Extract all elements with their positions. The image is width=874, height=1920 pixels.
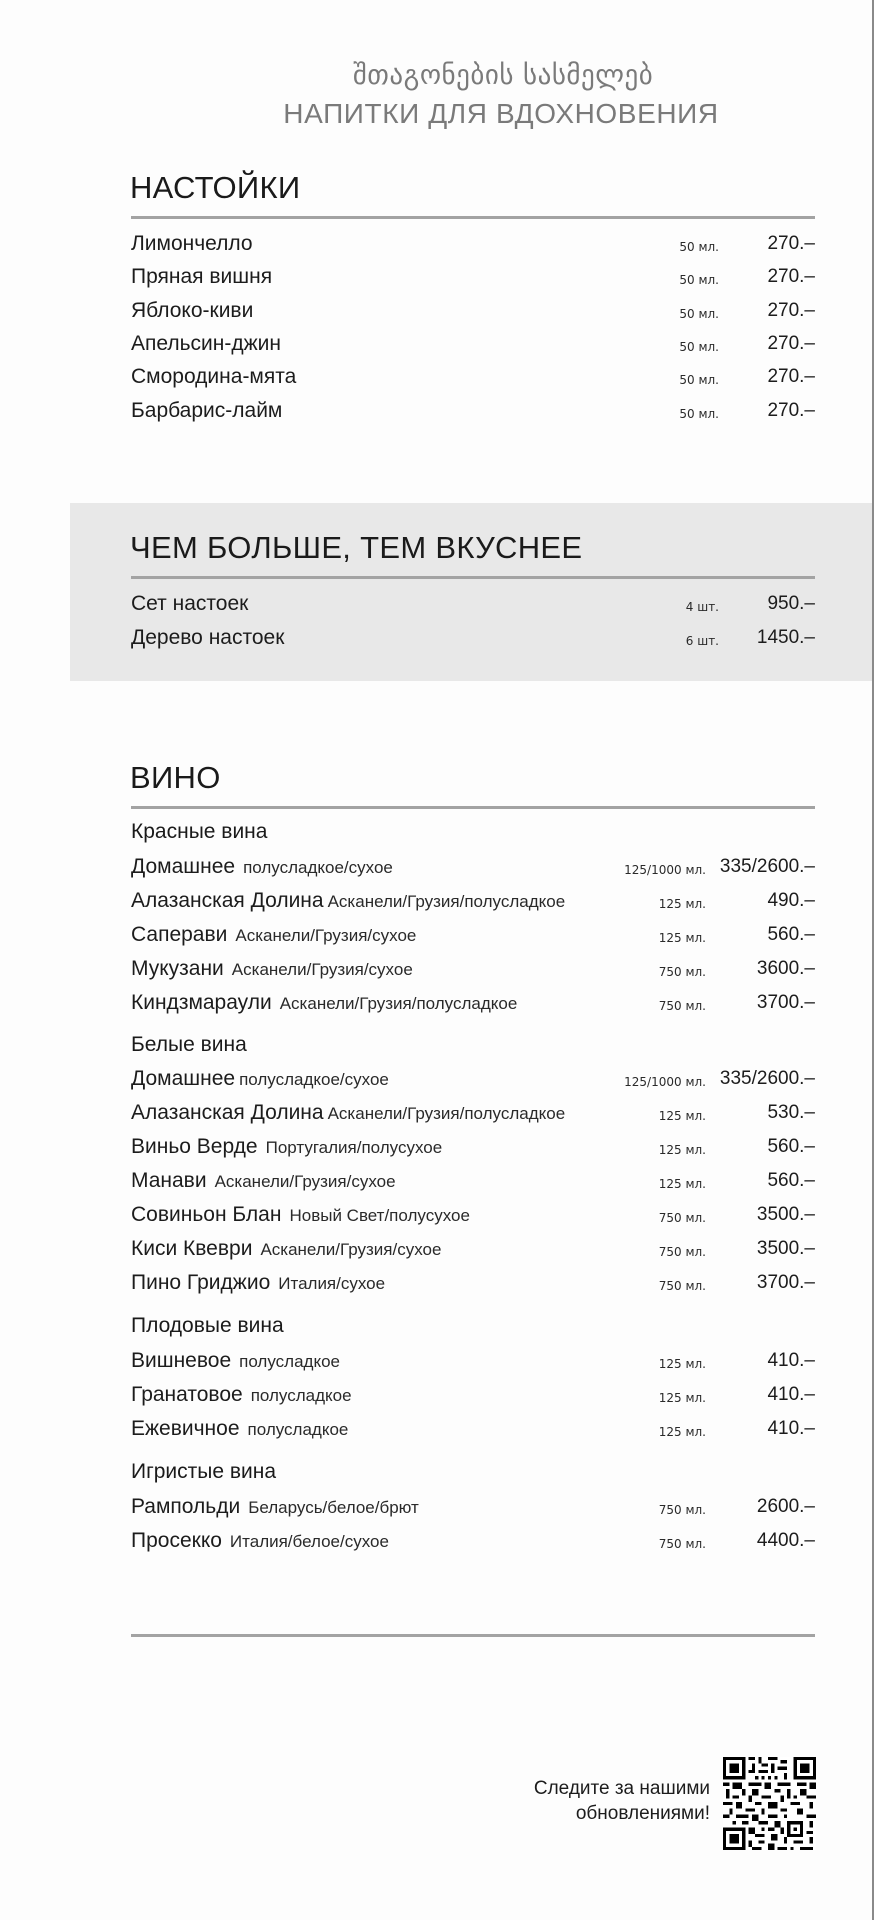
item-price: 410.– <box>767 1418 815 1439</box>
item-name: Смородина-мята <box>131 365 297 388</box>
section-divider <box>131 576 815 579</box>
menu-item <box>131 1132 815 1162</box>
item-unit: 125 мл. <box>658 931 706 945</box>
item-title: Киси Квеври <box>131 1237 253 1260</box>
item-name <box>131 920 416 951</box>
item-unit: 125 мл. <box>658 897 706 911</box>
item-description: полусладкое/сухое <box>239 1070 389 1089</box>
item-unit: 125 мл. <box>658 1425 706 1439</box>
item-price: 3700.– <box>756 1272 815 1293</box>
item-unit: 50 мл. <box>679 273 719 287</box>
item-title: Совиньон Блан <box>131 1203 282 1226</box>
item-name <box>131 1526 389 1557</box>
qr-code-icon[interactable] <box>723 1757 816 1850</box>
item-description: Асканели/Грузия/сухое <box>235 926 417 945</box>
menu-item <box>131 954 815 984</box>
item-title: Киндзмараули <box>131 991 272 1014</box>
item-unit: 125/1000 мл. <box>624 863 706 877</box>
item-description: Асканели/Грузия/сухое <box>260 1240 442 1259</box>
item-unit: 750 мл. <box>658 1211 706 1225</box>
item-price: 270.– <box>767 233 815 254</box>
menu-item <box>131 1380 815 1410</box>
item-price: 270.– <box>767 300 815 321</box>
item-price: 335/2600.– <box>719 856 815 877</box>
section-divider <box>131 806 815 809</box>
item-name <box>131 1064 389 1095</box>
item-unit: 750 мл. <box>658 965 706 979</box>
section-title-tinctures: НАСТОЙКИ <box>130 170 301 205</box>
item-price: 410.– <box>767 1350 815 1371</box>
item-description: Португалия/полусухое <box>265 1138 443 1157</box>
item-name: Яблоко-киви <box>131 299 254 322</box>
item-description: Италия/белое/сухое <box>229 1532 389 1551</box>
item-price: 3500.– <box>756 1238 815 1259</box>
item-title: Алазанская Долина <box>131 889 324 912</box>
item-unit: 125 мл. <box>658 1391 706 1405</box>
item-title: Просекко <box>131 1529 222 1552</box>
item-name <box>131 886 565 917</box>
item-name: Пряная вишня <box>131 265 273 288</box>
subheading-sparkling-wines: Игристые вина <box>131 1460 277 1483</box>
item-name <box>131 1346 340 1377</box>
item-unit: 50 мл. <box>679 407 719 421</box>
item-unit: 50 мл. <box>679 307 719 321</box>
item-unit: 50 мл. <box>679 373 719 387</box>
item-name <box>131 1380 352 1411</box>
item-description: полусладкое/сухое <box>243 858 393 877</box>
item-name <box>131 1098 565 1129</box>
item-price: 2600.– <box>756 1496 815 1517</box>
item-title: Саперави <box>131 923 228 946</box>
item-name <box>131 852 393 883</box>
section-title-sets: ЧЕМ БОЛЬШЕ, ТЕМ ВКУСНЕЕ <box>130 530 583 565</box>
item-unit: 50 мл. <box>679 340 719 354</box>
item-name <box>131 1234 441 1265</box>
menu-item <box>131 1268 815 1298</box>
item-unit: 750 мл. <box>658 1279 706 1293</box>
item-unit: 750 мл. <box>658 1245 706 1259</box>
item-price: 270.– <box>767 366 815 387</box>
subheading-fruit-wines: Плодовые вина <box>131 1314 284 1337</box>
item-title: Пино Гриджио <box>131 1271 271 1294</box>
menu-item <box>131 852 815 882</box>
item-name <box>131 954 413 985</box>
menu-item <box>131 988 815 1018</box>
item-price: 560.– <box>767 924 815 945</box>
item-title: Вишневое <box>131 1349 232 1372</box>
item-unit: 750 мл. <box>658 1537 706 1551</box>
item-price: 560.– <box>767 1136 815 1157</box>
footer-divider <box>131 1634 815 1637</box>
follow-line-2: обновлениями! <box>575 1803 710 1824</box>
item-price: 1450.– <box>756 627 815 648</box>
item-title: Домашнее <box>131 1067 236 1090</box>
item-title: Виньо Верде <box>131 1135 258 1158</box>
item-price: 270.– <box>767 266 815 287</box>
item-name: Лимончелло <box>131 232 253 255</box>
item-price: 270.– <box>767 333 815 354</box>
item-name <box>131 1268 385 1299</box>
menu-item <box>131 229 815 259</box>
menu-item <box>131 262 815 292</box>
item-description: Беларусь/белое/брют <box>248 1498 419 1517</box>
item-name: Апельсин-джин <box>131 332 282 355</box>
menu-item <box>131 1414 815 1444</box>
item-description: Италия/сухое <box>278 1274 386 1293</box>
item-name <box>131 1200 470 1231</box>
menu-item <box>131 886 815 916</box>
item-price: 410.– <box>767 1384 815 1405</box>
subheading-red-wines: Красные вина <box>131 820 268 843</box>
item-name: Дерево настоек <box>131 626 285 649</box>
menu-item <box>131 1064 815 1094</box>
item-unit: 125 мл. <box>658 1177 706 1191</box>
item-price: 270.– <box>767 400 815 421</box>
item-description: полусладкое <box>247 1420 349 1439</box>
item-unit: 125/1000 мл. <box>624 1075 706 1089</box>
item-description: Асканели/Грузия/сухое <box>231 960 413 979</box>
item-price: 560.– <box>767 1170 815 1191</box>
item-description: Асканели/Грузия/полусладкое <box>327 1104 566 1123</box>
item-unit: 125 мл. <box>658 1143 706 1157</box>
item-description: полусладкое <box>250 1386 352 1405</box>
item-title: Алазанская Долина <box>131 1101 324 1124</box>
menu-item <box>131 296 815 326</box>
item-title: Ежевичное <box>131 1417 240 1440</box>
subheading-white-wines: Белые вина <box>131 1033 247 1056</box>
menu-item <box>131 589 815 619</box>
item-unit: 125 мл. <box>658 1357 706 1371</box>
menu-item <box>131 329 815 359</box>
menu-item <box>131 362 815 392</box>
item-name: Сет настоек <box>131 592 249 615</box>
item-name <box>131 1492 419 1523</box>
menu-item <box>131 1200 815 1230</box>
item-title: Гранатовое <box>131 1383 243 1406</box>
item-unit: 750 мл. <box>658 999 706 1013</box>
menu-item <box>131 396 815 426</box>
item-unit: 6 шт. <box>685 634 719 648</box>
item-name <box>131 1414 348 1445</box>
menu-item <box>131 1346 815 1376</box>
item-description: полусладкое <box>239 1352 340 1371</box>
item-unit: 50 мл. <box>679 240 719 254</box>
menu-item <box>131 920 815 950</box>
item-title: Манави <box>131 1169 207 1192</box>
menu-item <box>131 1234 815 1264</box>
title-georgian: შთაგონების სასმელებ <box>352 60 654 91</box>
item-price: 3600.– <box>756 958 815 979</box>
item-title: Мукузани <box>131 957 224 980</box>
item-price: 3700.– <box>756 992 815 1013</box>
section-title-wine: ВИНО <box>130 760 221 795</box>
section-divider <box>131 216 815 219</box>
item-price: 530.– <box>767 1102 815 1123</box>
item-price: 4400.– <box>756 1530 815 1551</box>
item-name <box>131 1132 442 1163</box>
menu-item <box>131 1098 815 1128</box>
follow-line-1: Следите за нашими <box>533 1778 710 1799</box>
item-description: Асканели/Грузия/полусладкое <box>279 994 518 1013</box>
item-name: Барбарис-лайм <box>131 399 283 422</box>
item-name <box>131 988 517 1019</box>
item-description: Асканели/Грузия/полусладкое <box>327 892 566 911</box>
menu-item <box>131 623 815 653</box>
item-price: 335/2600.– <box>719 1068 815 1089</box>
follow-us-text <box>534 1776 710 1826</box>
menu-item <box>131 1166 815 1196</box>
menu-item <box>131 1492 815 1522</box>
item-description: Новый Свет/полусухое <box>289 1206 470 1225</box>
item-unit: 125 мл. <box>658 1109 706 1123</box>
item-description: Асканели/Грузия/сухое <box>214 1172 396 1191</box>
item-price: 950.– <box>767 593 815 614</box>
item-name <box>131 1166 396 1197</box>
item-title: Рампольди <box>131 1495 241 1518</box>
menu-item <box>131 1526 815 1556</box>
item-unit: 4 шт. <box>685 600 719 614</box>
item-price: 3500.– <box>756 1204 815 1225</box>
item-unit: 750 мл. <box>658 1503 706 1517</box>
item-title: Домашнее <box>131 855 236 878</box>
title-russian: НАПИТКИ ДЛЯ ВДОХНОВЕНИЯ <box>283 98 719 129</box>
item-price: 490.– <box>767 890 815 911</box>
